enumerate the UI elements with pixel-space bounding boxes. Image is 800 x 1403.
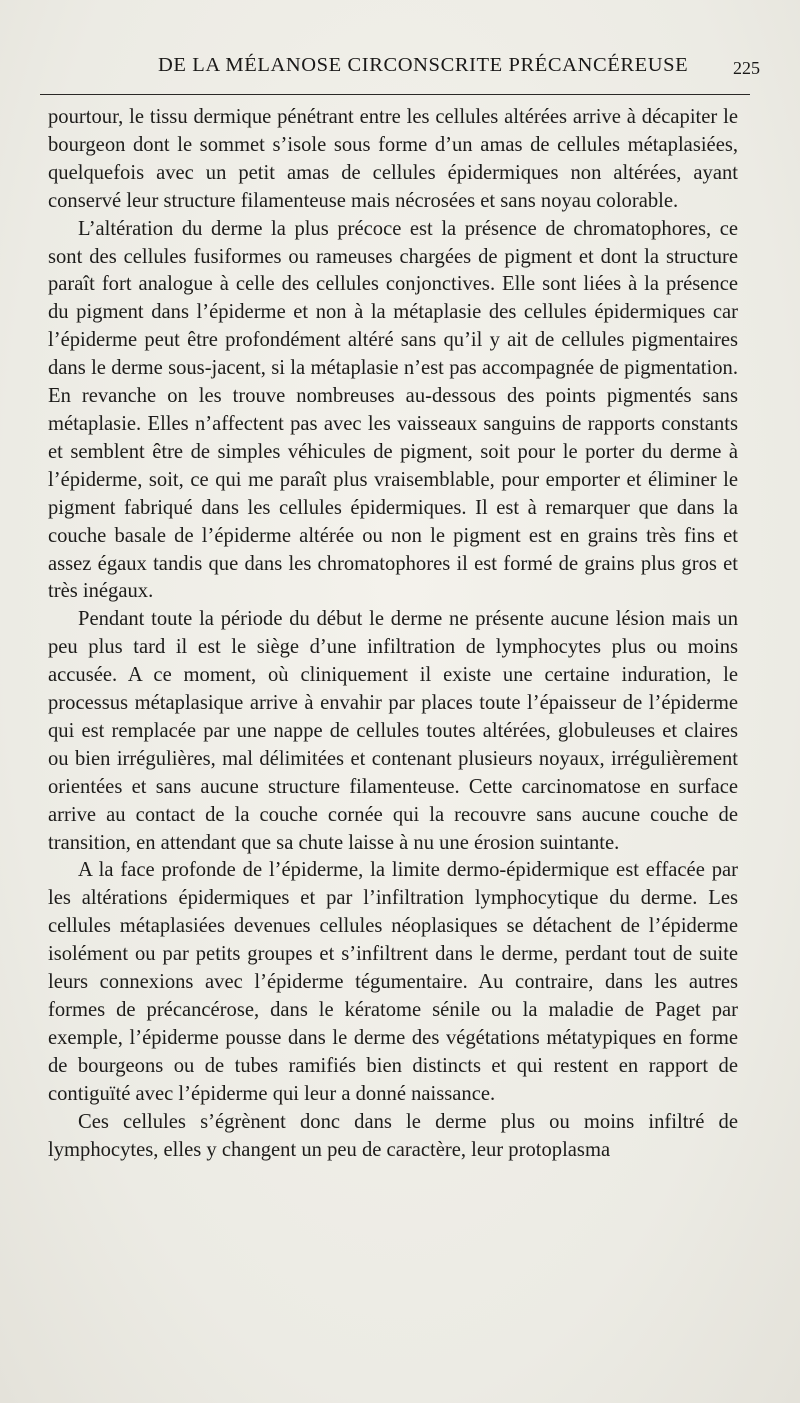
- running-title: DE LA MÉLANOSE CIRCONSCRITE PRÉCANCÉREUSE: [158, 54, 689, 76]
- paragraph-3: Pendant toute la période du début le derme ne présente aucune lésion mais un peu plus tard il est le siège d’une infiltration de lymphocytes plus ou moins accusée. A ce moment, où cliniquement il existe une certaine induration, le processus métaplasique arrive à envahir par places toute l’épaisseur de l’épiderme qui est remplacée par une nappe de cellules toutes altérées, globuleuses et claires ou bien irrégulières, mal délimitées et contenant plusieurs noyaux, irrégulièrement orientées et sans aucune structure filamenteuse. Cette carcinomatose en surface arrive au contact de la couche cornée qui la recouvre sans aucune couche de transition, en attendant que sa chute laisse à nu une érosion suintante.: [48, 608, 738, 854]
- paragraph-4: A la face profonde de l’épiderme, la limite dermo-épidermique est effacée par les altérations épidermiques et par l’infiltration lymphocytique du derme. Les cellules métaplasiées devenues cellules néoplasiques se détachent de l’épiderme isolément ou par petits groupes et s’infiltrent dans le derme, perdant tout de suite leurs connexions avec l’épiderme tégumentaire. Au contraire, dans les autres formes de précancérose, dans le kératome sénile ou la maladie de Paget par exemple, l’épiderme pousse dans le derme des végétations métatypiques en forme de bourgeons ou de tubes ramifiés bien distincts et qui restent en rapport de contiguïté avec l’épiderme qui leur a donné naissance.: [48, 859, 738, 1105]
- paragraph-2: L’altération du derme la plus précoce est la présence de chromatophores, ce sont des cellules fusiformes ou rameuses chargées de pigment et dont la structure paraît fort analogue à celle des cellules conjonctives. Elle sont liées à la présence du pigment dans l’épiderme et non à la métaplasie des cellules épidermiques car l’épiderme peut être profondément altéré sans qu’il y ait de cellules pigmentaires dans le derme sous-jacent, si la métaplasie n’est pas accompagnée de pigmentation. En revanche on les trouve nombreuses au-dessous des points pigmentés sans métaplasie. Elles n’affectent pas avec les vaisseaux sanguins de rapports constants et semblent être de simples véhicules de pigment, soit pour le porter du derme à l’épiderme, soit, ce qui me paraît plus vraisemblable, pour emporter et éliminer le pigment fabriqué dans les cellules épidermiques. Il est à remarquer que dans la couche basale de l’épiderme altérée ou non le pigment est en grains très fins et assez égaux tandis que dans les chromatophores il est formé de grains plus gros et très inégaux.: [48, 217, 738, 603]
- paragraph-5: Ces cellules s’égrènent donc dans le derme plus ou moins infiltré de lymphocytes, elles y changent un peu de caractère, leur protoplasma: [48, 1110, 738, 1161]
- body-text: [48, 104, 738, 1164]
- page-number: 225: [733, 58, 760, 78]
- paragraph-1: pourtour, le tissu dermique pénétrant entre les cellules altérées arrive à décapiter le bourgeon dont le sommet s’isole sous forme d’un amas de cellules métaplasiées, quelquefois avec un petit amas de cellules épidermiques non altérées, ayant conservé leur structure filamenteuse mais nécrosées et sans noyau colorable.: [48, 106, 738, 212]
- running-header: [40, 54, 760, 84]
- header-rule: [40, 94, 750, 95]
